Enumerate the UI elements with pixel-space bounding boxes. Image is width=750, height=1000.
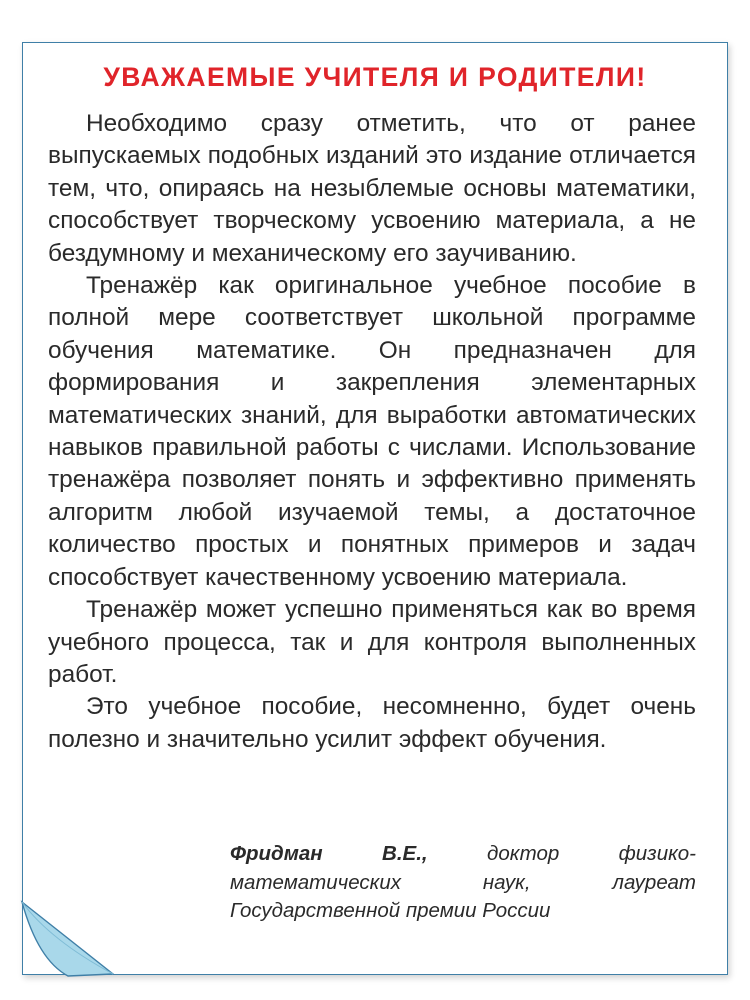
paragraph-intro: Необходимо сразу отметить, что от ранее выпускаемых подобных изданий это издание отличается тем, что, опираясь на незыблемые основы математики, способствует творческому усвоению материала, а не бездумному и механическому его заучиванию. xyxy=(48,110,696,267)
page-title: УВАЖАЕМЫЕ УЧИТЕЛЯ И РОДИТЕЛИ! xyxy=(103,62,647,92)
page-curl-corner xyxy=(20,900,115,978)
paragraph-usage: Тренажёр может успешно применяться как во время учебного процесса, так и для контроля выполненных работ. xyxy=(48,596,696,688)
author-name: Фридман В.Е., xyxy=(230,842,428,865)
paragraph-conclusion: Это учебное пособие, несомненно, будет очень полезно и значительно усилит эффект обучения. xyxy=(48,693,696,753)
body-text xyxy=(48,108,696,756)
author-credentials: доктор физико-математических наук, лауреат Государственной премии России xyxy=(230,842,697,922)
author-signature xyxy=(230,840,696,926)
paragraph-trainer-description: Тренажёр как оригинальное учебное пособие в полной мере соответствует школьной программе обучения математике. Он предназначен для формирования и закрепления элементарных математических знаний, для выработки автоматических навыков правильной работы с числами. Использование тренажёра позволяет понять и эффективно применять алгоритм любой изучаемой темы, а достаточное количество простых и понятных примеров и задач способствует качественному усвоению материала. xyxy=(48,272,696,591)
